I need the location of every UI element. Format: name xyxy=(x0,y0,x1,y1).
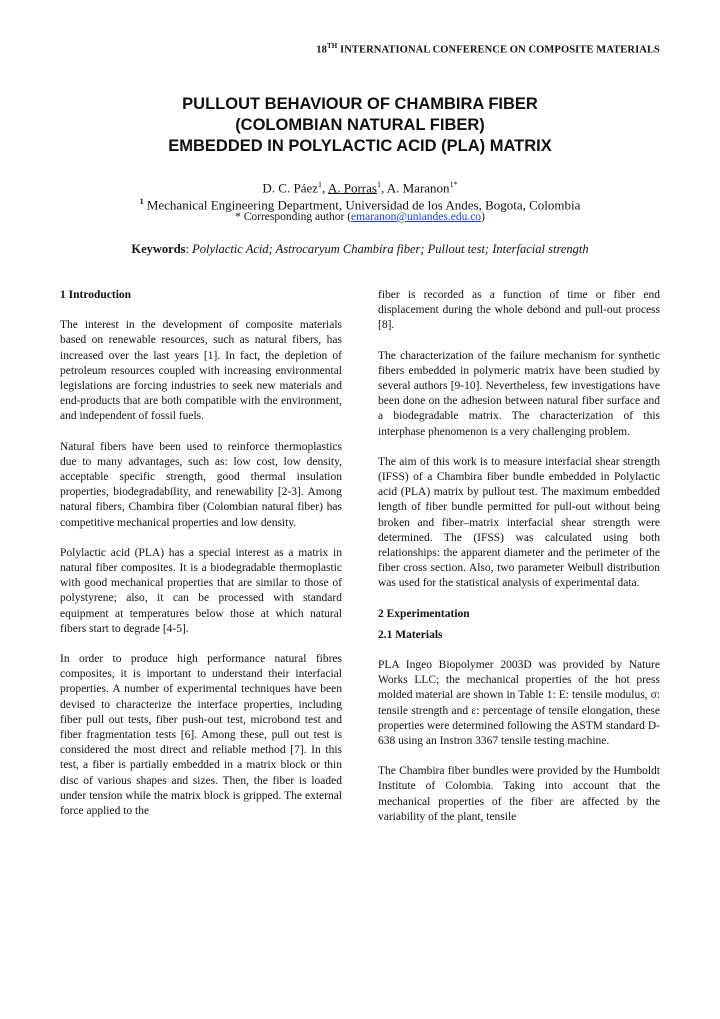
author-separator: , xyxy=(322,180,328,196)
author-maranon-affil: 1* xyxy=(449,180,458,189)
paragraph: Natural fibers have been used to reinforce thermoplastics due to many advantages, such as: low cost, low density, acceptable specific strength, good thermal insulation properties, biodegradability, and renewability [2-3]. Among natural fibers, Chambira fiber (Colombian natural fiber) has competitive mechanical properties and low density. xyxy=(60,440,342,529)
paper-title xyxy=(0,94,720,157)
paragraph: The characterization of the failure mechanism for synthetic fibers embedded in polymeric matrix have been studied by several authors [9-10]. Nevertheless, few investigations have been done on the adhesion between natural fiber surface and a biodegradable matrix. The characterization of this interphase phenomenon is a very challenging problem. xyxy=(378,349,660,438)
author-paez-affil: 1 xyxy=(318,180,323,189)
conference-name: INTERNATIONAL CONFERENCE ON COMPOSITE MATERIALS xyxy=(337,44,660,56)
affiliation-number: 1 xyxy=(139,197,144,206)
paragraph: The Chambira fiber bundles were provided by the Humboldt Institute of Colombia. Taking into account that the mechanical properties of the fiber are affected by the variability of the plant, tensile xyxy=(378,765,660,823)
author-paez: D. C. Páez xyxy=(262,180,319,196)
paragraph: Polylactic acid (PLA) has a special interest as a matrix in natural fiber composites. It is a biodegradable thermoplastic with good mechanical properties that are similar to those of polystyrene; also, it can be processed with standard equipment at temperatures below those at which natural fibers start to degrade [4-5]. xyxy=(60,546,342,635)
conference-number-suffix: TH xyxy=(327,42,338,50)
corresponding-prefix: * Corresponding author ( xyxy=(235,211,352,223)
author-separator: , xyxy=(380,180,387,196)
author-porras-affil: 1 xyxy=(376,180,381,189)
corresponding-email-link[interactable]: emaranon@uniandes.edu.co xyxy=(351,211,482,223)
right-column xyxy=(378,288,660,840)
paragraph: In order to produce high performance natural fibres composites, it is important to understand their interfacial properties. A number of experimental techniques have been devised to characterize the interface properties, including fiber pull out tests, fiber push-out test, microbond test and fiber fragmentation tests [6]. Among these, pull out test is considered the most direct and reliable method [7]. In this test, a fiber is partially embedded in a matrix block or thin disc of various shapes and sizes. Then, the fiber is loaded under tension while the matrix block is gripped. The external force applied to the xyxy=(60,653,342,818)
keywords-separator: : xyxy=(185,242,193,256)
section-heading-introduction: 1 Introduction xyxy=(60,289,132,301)
keywords-label: Keywords xyxy=(131,242,186,256)
title-line-2: (COLOMBIAN NATURAL FIBER) xyxy=(235,116,485,134)
corresponding-suffix: ) xyxy=(481,211,485,223)
author-porras: A. Porras xyxy=(327,180,377,196)
paragraph: The aim of this work is to measure interfacial shear strength (IFSS) of a Chambira fiber bundle embedded in Polylactic acid (PLA) matrix by pullout test. The maximum embedded length of fiber bundle permitted for pull-out without being broken and fiber–matrix interfacial shear strength were determined. The (IFSS) was calculated using both relationships: the apparent diameter and the perimeter of the fiber cross section. Also, two parameter Weibull distribution was used for the statistical analysis of experimental data. xyxy=(378,455,660,590)
keywords-value: Polylactic Acid; Astrocaryum Chambira fiber; Pullout test; Interfacial strength xyxy=(192,242,589,256)
title-line-1: PULLOUT BEHAVIOUR OF CHAMBIRA FIBER xyxy=(182,95,538,113)
author-maranon: A. Maranon xyxy=(386,180,450,196)
title-line-3: EMBEDDED IN POLYLACTIC ACID (PLA) MATRIX xyxy=(168,137,552,155)
conference-header xyxy=(316,42,660,56)
affiliation-text: Mechanical Engineering Department, Universidad de los Andes, Bogota, Colombia xyxy=(143,197,581,213)
conference-number: 18 xyxy=(316,44,327,56)
paragraph: fiber is recorded as a function of time or fiber end displacement during the whole debond and pull-out process [8]. xyxy=(378,289,660,332)
keywords xyxy=(0,241,720,257)
paragraph: PLA Ingeo Biopolymer 2003D was provided by Nature Works LLC; the mechanical properties of the hot press molded material are shown in Table 1: E: tensile modulus, σ: tensile strength and ε: percentage of tensile elongation, these properties were determined following the ASTM standard D-638 using an Instron 3367 tensile testing machine. xyxy=(378,659,660,748)
left-column xyxy=(60,288,342,834)
subsection-heading-materials: 2.1 Materials xyxy=(378,628,443,641)
section-heading-experimentation: 2 Experimentation xyxy=(378,607,470,620)
paragraph: The interest in the development of composite materials based on renewable resources, such as natural fibers, has increased over the last years [1]. In fact, the depletion of petroleum resources coupled with increasing environmental legislations are forcing industries to seek new materials and end-products that are both compatible with the environment, and independent of fossil fuels. xyxy=(60,319,342,423)
corresponding-author xyxy=(0,209,720,225)
